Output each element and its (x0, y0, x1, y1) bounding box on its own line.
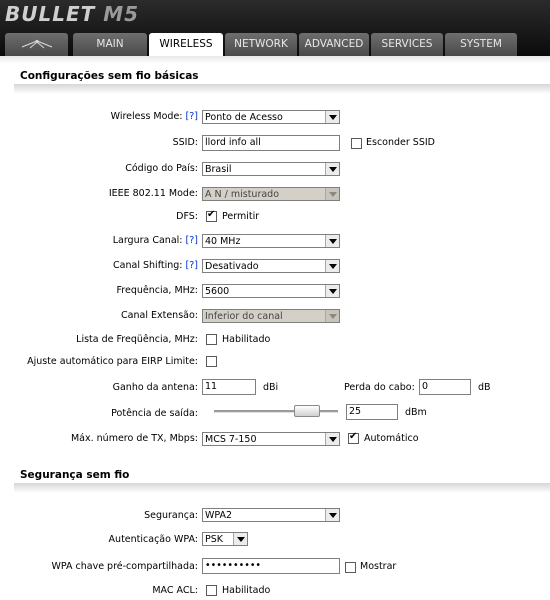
antenna-gain-label: Ganho da antena: (112, 382, 198, 393)
help-link[interactable]: [?] (185, 235, 198, 246)
main-tabs (0, 33, 550, 56)
ext-channel-label: Canal Extensão: (121, 310, 198, 321)
chevron-down-icon (325, 111, 339, 123)
header-strip (0, 56, 550, 64)
mac-acl-checkbox[interactable] (206, 585, 217, 596)
dfs-checkbox-label: Permitir (222, 211, 260, 222)
logo-main-text: BULLET (5, 2, 96, 26)
chevron-down-icon (325, 235, 339, 247)
freq-list-checkbox-label: Habilitado (222, 334, 271, 345)
mac-acl-checkbox-label: Habilitado (222, 585, 271, 596)
hide-ssid-checkbox[interactable] (351, 138, 362, 149)
output-power-unit: dBm (405, 407, 427, 418)
channel-width-label: Largura Canal: [?] (112, 235, 198, 246)
max-tx-rate-label: Máx. número de TX, Mbps: (70, 433, 198, 444)
country-label: Código do País: (125, 163, 198, 174)
wireless-mode-label: Wireless Mode: [?] (110, 111, 198, 122)
help-link[interactable]: [?] (185, 111, 198, 122)
ieee-mode-label: IEEE 802.11 Mode: (108, 188, 198, 199)
hide-ssid-label: Esconder SSID (366, 137, 435, 148)
section-title-security: Segurança sem fio (20, 469, 130, 481)
tab-services[interactable]: SERVICES (371, 33, 443, 56)
ssid-input[interactable]: llord info all (202, 135, 340, 151)
cable-loss-label: Perda do cabo: (344, 382, 415, 393)
cable-loss-unit: dB (478, 382, 491, 393)
output-power-label: Potência de saída: (111, 408, 198, 419)
show-psk-checkbox[interactable] (345, 562, 356, 573)
channel-shifting-select[interactable]: Desativado (202, 259, 340, 273)
antenna-gain-input[interactable]: 11 (202, 379, 256, 395)
max-tx-rate-select[interactable]: MCS 7-150 (202, 432, 340, 446)
channel-shifting-label: Canal Shifting: [?] (113, 260, 198, 271)
country-select[interactable]: Brasil (202, 162, 340, 176)
app-header (0, 0, 550, 56)
show-psk-label: Mostrar (360, 561, 397, 572)
auto-tx-rate-label: Automático (364, 433, 419, 444)
chevron-down-icon (325, 285, 339, 297)
output-power-input[interactable]: 25 (346, 404, 398, 420)
tab-system[interactable]: SYSTEM (445, 33, 517, 56)
psk-label: WPA chave pré-compartilhada: (51, 561, 198, 572)
frequency-select[interactable]: 5600 (202, 284, 340, 298)
ubiquiti-antenna-icon (20, 38, 54, 50)
dfs-label: DFS: (176, 211, 198, 222)
channel-width-select[interactable]: 40 MHz (202, 234, 340, 248)
wpa-auth-label: Autenticação WPA: (108, 534, 198, 545)
logo-model-text: M5 (103, 2, 140, 26)
tab-home[interactable] (5, 33, 68, 56)
chevron-down-icon (233, 533, 247, 545)
security-select[interactable]: WPA2 (202, 508, 340, 522)
product-logo (5, 2, 139, 26)
chevron-down-icon (325, 188, 339, 200)
cable-loss-input[interactable]: 0 (419, 379, 471, 395)
wireless-mode-select[interactable]: Ponto de Acesso (202, 110, 340, 124)
chevron-down-icon (325, 163, 339, 175)
ext-channel-select: Inferior do canal (202, 309, 340, 323)
section-title-basic: Configurações sem fio básicas (20, 70, 199, 82)
freq-list-checkbox[interactable] (206, 334, 217, 345)
dfs-checkbox[interactable] (206, 211, 217, 222)
tab-wireless[interactable]: WIRELESS (149, 33, 223, 57)
mac-acl-label: MAC ACL: (152, 585, 198, 596)
section-divider (14, 483, 550, 493)
ssid-label: SSID: (172, 137, 198, 148)
antenna-gain-unit: dBi (263, 382, 279, 393)
eirp-auto-checkbox[interactable] (206, 356, 217, 367)
tab-main[interactable]: MAIN (73, 33, 147, 56)
security-label: Segurança: (144, 510, 198, 521)
chevron-down-icon (325, 260, 339, 272)
help-link[interactable]: [?] (185, 260, 198, 271)
wpa-auth-select[interactable]: PSK (202, 532, 248, 546)
freq-list-label: Lista de Freqüência, MHz: (76, 334, 198, 345)
ieee-mode-select: A N / misturado (202, 187, 340, 201)
output-power-slider-handle[interactable] (294, 405, 320, 417)
eirp-auto-label: Ajuste automático para EIRP Limite: (27, 356, 198, 367)
auto-tx-rate-checkbox[interactable] (348, 433, 359, 444)
tab-advanced[interactable]: ADVANCED (299, 33, 369, 56)
chevron-down-icon (325, 509, 339, 521)
section-divider (14, 84, 550, 94)
psk-input[interactable]: •••••••••• (202, 558, 340, 574)
frequency-label: Frequência, MHz: (116, 285, 198, 296)
tab-network[interactable]: NETWORK (225, 33, 297, 56)
chevron-down-icon (325, 310, 339, 322)
chevron-down-icon (325, 433, 339, 445)
